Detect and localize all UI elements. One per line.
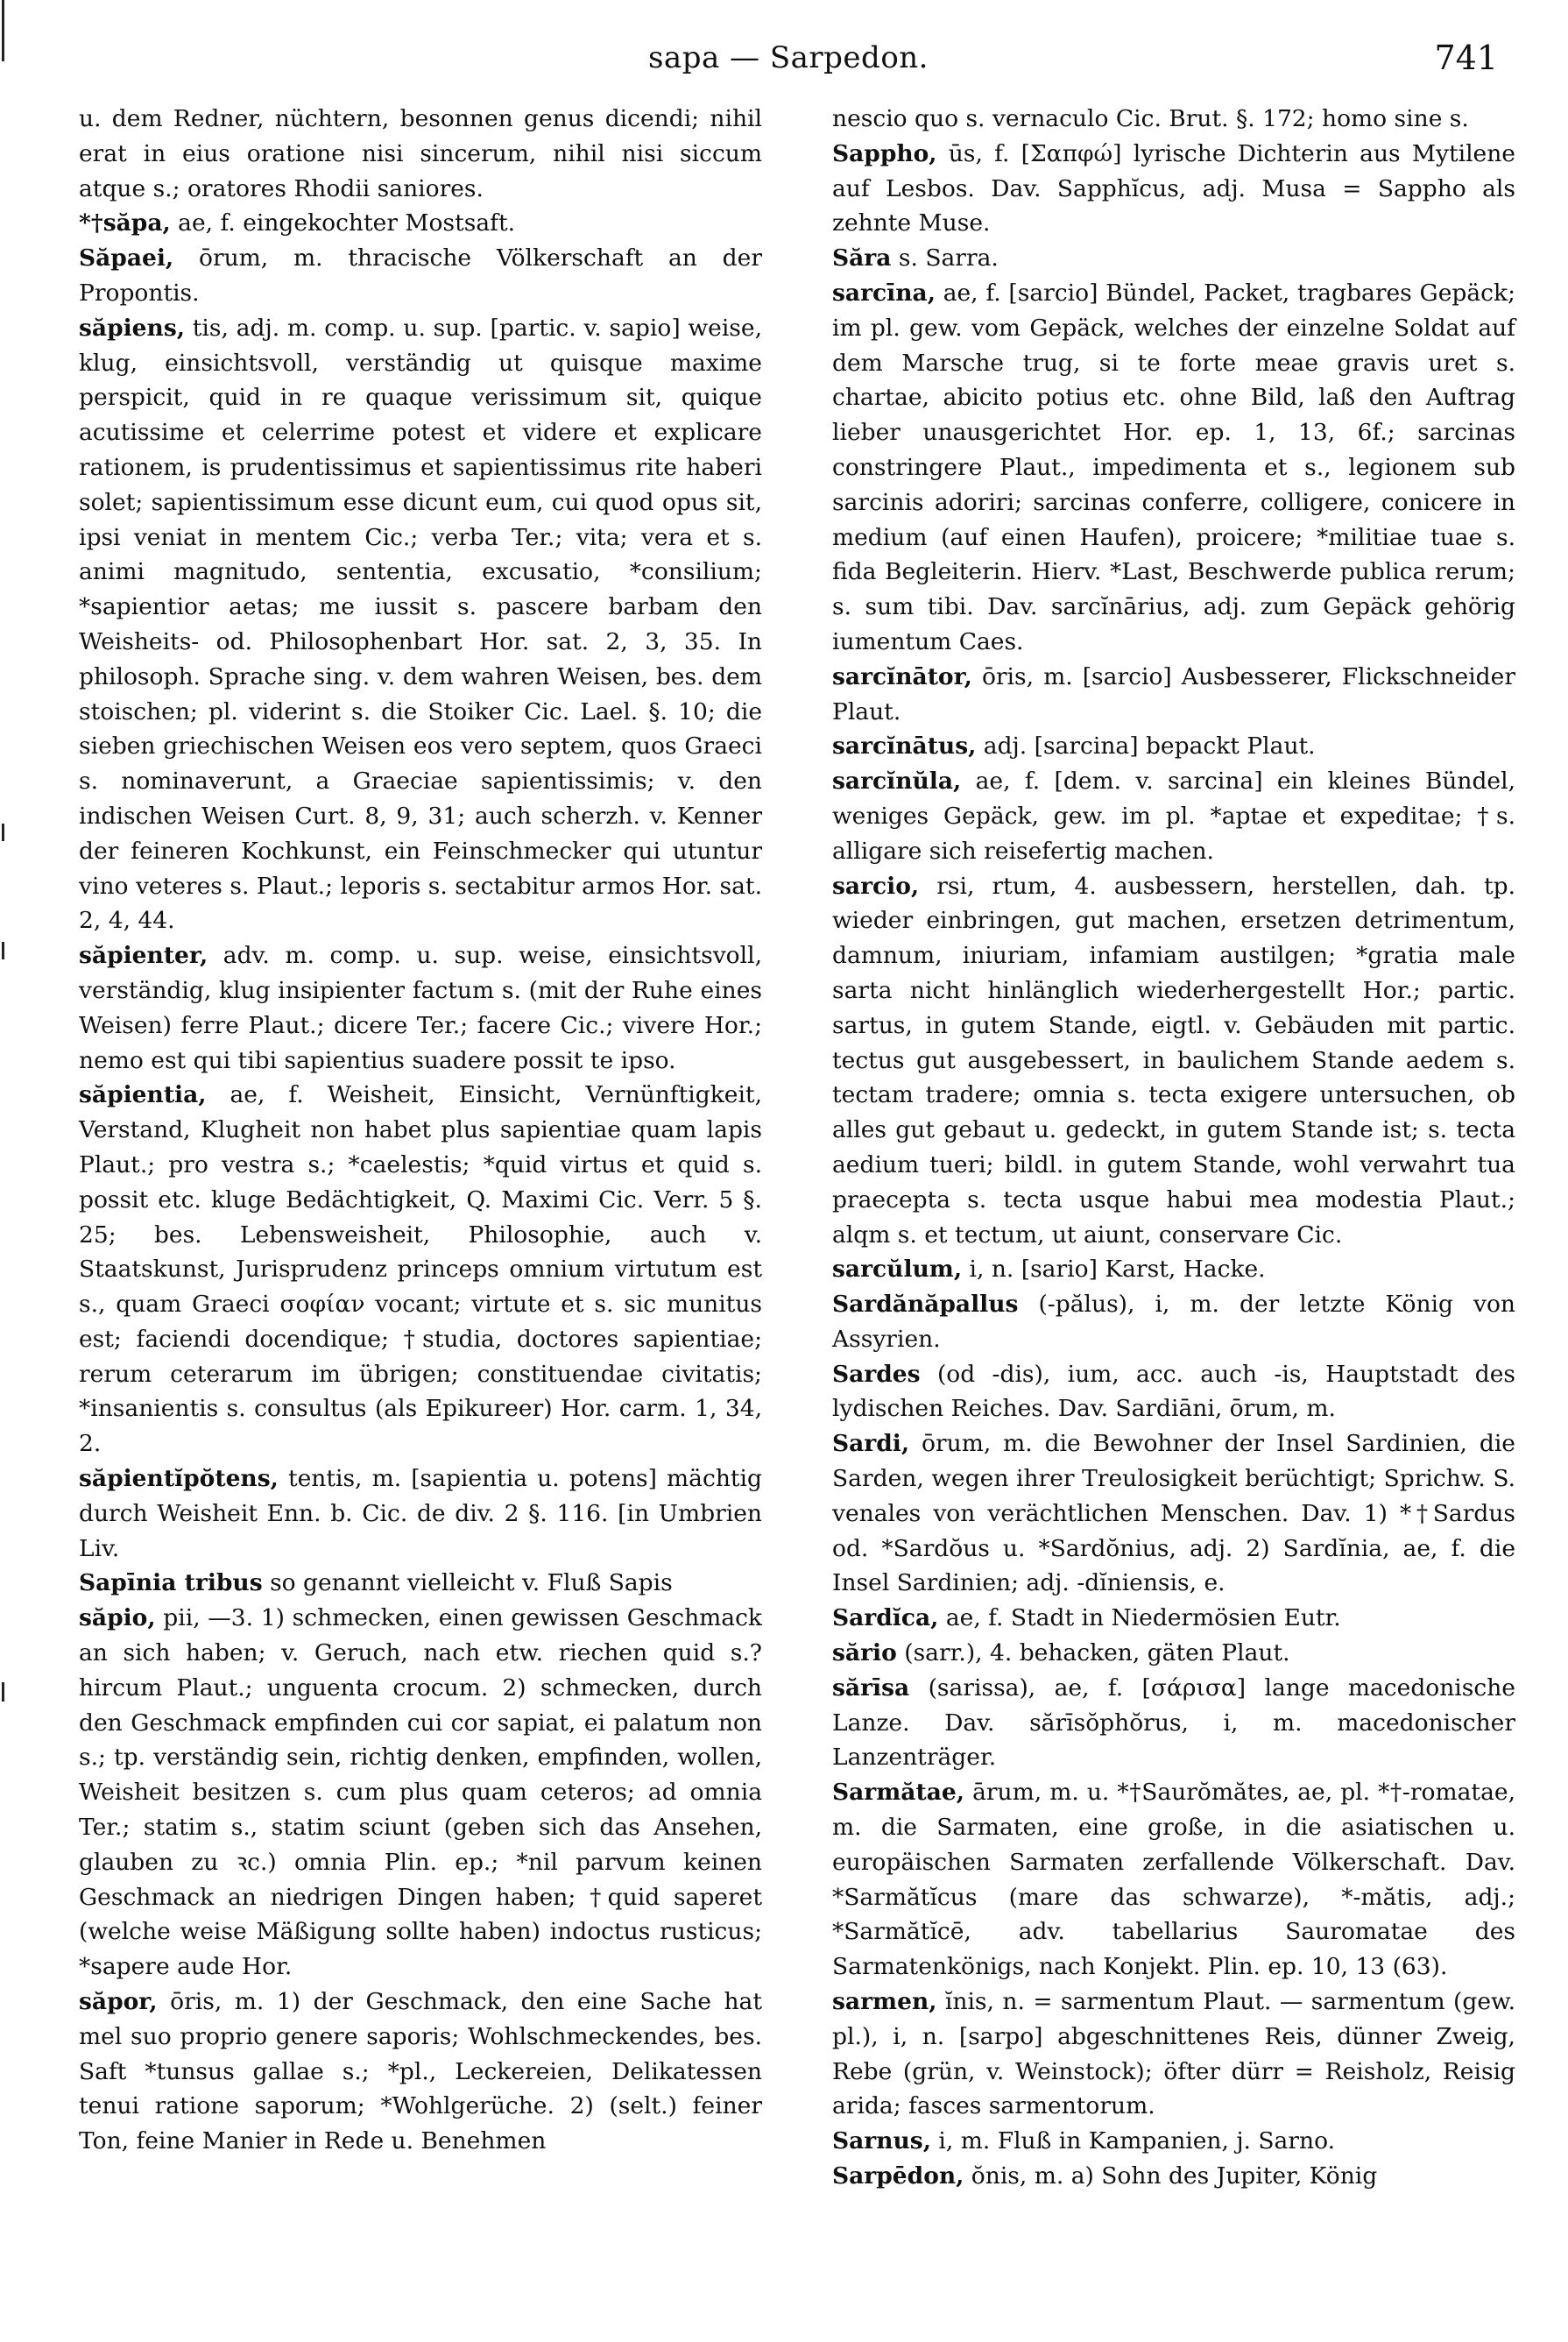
entry-text: (od -dis), ium, acc. auch -is, Hauptstadt des lydischen Reiches. Dav. Sardiāni, ōrum, m. [832,1360,1515,1423]
entry-headword: Sarnus, [832,2127,931,2155]
entry-text: pii, —3. 1) schmecken, einen gewissen Geschmack an sich haben; v. Geruch, nach etw. riechen quid s.? hircum Plaut.; unguenta crocum. 2) schmecken, durch den Geschmack empfinden cui cor sapiat, ei palatum non s.; tp. verständig sein, richtig denken, empfinden, wollen, Weisheit besitzen s. cum plus quam ceteros; ad omnia Ter.; statim s., statim sciunt (geben sich das Ansehen, glauben zu ꝛc.) omnia Plin. ep.; *nil parvum keinen Geschmack an niedrigen Dingen haben; †quid saperet (welche weise Mäßigung sollte haben) indoctus rusticus; *sapere aude Hor. [79,1604,762,1981]
entry-text: ae, f. [dem. v. sarcina] ein kleines Bündel, weniges Gepäck, gew. im pl. *aptae et expeditae; †s. alligare sich reisefertig machen. [832,768,1515,865]
entry-text: (sarissa), ae, f. [σάρισα] lange macedonische Lanze. Dav. sărīsŏphŏrus, i, m. macedonischer Lanzenträger. [832,1673,1515,1772]
dictionary-entry [832,869,1515,1253]
page-header [79,33,1498,95]
entry-text: u. dem Redner, nüchtern, besonnen genus dicendi; nihil erat in eius oratione nisi sincerum, nihil nisi siccum atque s.; oratores Rhodii saniores. [79,105,762,202]
dictionary-entry [79,311,762,938]
page-number: 741 [1434,39,1498,77]
dictionary-entry [79,241,762,311]
dictionary-entry [832,729,1515,764]
entry-headword: Sardĭca, [832,1604,939,1632]
dictionary-entry [832,137,1515,241]
entry-text: ōris, m. [sarcio] Ausbesserer, Flickschneider Plaut. [832,662,1515,725]
entry-headword: Săra [832,244,892,272]
dictionary-entry [832,1426,1515,1601]
dictionary-entry [832,2124,1515,2159]
dictionary-entry [79,206,762,241]
entry-text: ae, f. Stadt in Niedermösien Eutr. [945,1604,1341,1632]
entry-headword: săpor, [79,1988,158,2016]
entry-text: nescio quo s. vernaculo Cic. Brut. §. 172; homo sine s. [832,105,1469,132]
entry-headword: Sapīnia tribus [79,1569,263,1597]
dictionary-entry [79,1078,762,1461]
entry-headword: sărio [832,1639,897,1667]
entry-headword: sarcīna, [832,279,936,307]
entry-headword: sarcĭnŭla, [832,768,962,796]
dictionary-entry [79,102,762,206]
entry-text: i, n. [sario] Karst, Hacke. [969,1256,1266,1284]
dictionary-entry [832,1775,1515,1985]
dictionary-entry [79,938,762,1078]
dictionary-entry [832,660,1515,730]
dictionary-entry [832,2159,1515,2194]
entry-text: ŏnis, m. a) Sohn des Jupiter, König [971,2162,1378,2190]
entry-headword: sarcĭnātor, [832,662,972,690]
entry-headword: Sarpēdon, [832,2162,964,2190]
entry-headword: săpienter, [79,942,208,970]
entry-text: ae, f. Weisheit, Einsicht, Vernünftigkeit, Verstand, Klugheit non habet plus sapientiae quam lapis Plaut.; pro vestra s.; *caelestis; *quid virtus et quid s. possit etc. kluge Bedächtigkeit, Q. Maximi Cic. Verr. 5 §. 25; bes. Lebensweisheit, Philosophie, auch v. Staatskunst, Jurisprudenz princeps omnium virtutum est s., quam Graeci σοφίαν vocant; virtute et s. sic munitus est; faciendi docendique; †studia, doctores sapientiae; rerum ceterarum im übrigen; constituendae civitatis; *insanientis s. consultus (als Epikureer) Hor. carm. 1, 34, 2. [79,1081,762,1458]
entry-text: ārum, m. u. *†Saurŏmătes, ae, pl. *†-romatae, m. die Sarmaten, eine große, in die asiatischen u. europäischen Sarmaten zerfallende Völkerschaft. Dav. *Sarmătĭcus (mare das schwarze), *-mătis, adj.; *Sarmătĭcē, adv. tabellarius Sauromatae des Sarmatenkönigs, nach Konjekt. Plin. ep. 10, 13 (63). [832,1779,1515,1981]
entry-text: (sarr.), 4. behacken, gäten Plaut. [904,1639,1290,1667]
entry-headword: *†săpa, [79,209,171,237]
entry-text: ōrum, m. thracische Völkerschaft an der Propontis. [79,244,762,307]
dictionary-entry [832,1636,1515,1671]
running-title: sapa — Sarpedon. [647,40,929,75]
entry-headword: Sardi, [832,1430,910,1458]
entry-headword: sarcio, [832,872,920,900]
dictionary-entry [832,102,1515,137]
entry-headword: Sarmătae, [832,1779,964,1807]
dictionary-entry [832,1601,1515,1636]
dictionary-entry [832,764,1515,868]
dictionary-entry [832,1985,1515,2124]
entry-text: ūs, f. [Σαπφώ] lyrische Dichterin aus Mytilene auf Lesbos. Dav. Sapphĭcus, adj. Musa = Sappho als zehnte Muse. [832,139,1515,237]
entry-headword: sărīsa [832,1673,910,1702]
entry-text: tis, adj. m. comp. u. sup. [partic. v. sapio] weise, klug, einsichtsvoll, verständig ut quisque maxime perspicit, quid in re quaque verissimum sit, quique acutissime et celerrime potest et videre et explicare rationem, is prudentissimus et sapientissimus rite haberi solet; sapientissimum esse dicunt eum, cui quod opus sit, ipsi veniat in mentem Cic.; verba Ter.; vita; vera et s. animi magnitudo, sententia, excusatio, *consilium; *sapientior aetas; me iussit s. pascere barbam den Weisheits- od. Philosophenbart Hor. sat. 2, 3, 35. In philosoph. Sprache sing. v. dem wahren Weisen, bes. dem stoischen; pl. viderint s. die Stoiker Cic. Lael. §. 10; die sieben griechischen Weisen eos vero septem, quos Graeci s. nominaverunt, a Graeciae sapientissimis; v. den indischen Weisen Curt. 8, 9, 31; auch scherzh. v. Kenner der feineren Kochkunst, ein Feinschmecker qui utuntur vino veteres s. Plaut.; leporis s. sectabitur armos Hor. sat. 2, 4, 44. [79,314,762,935]
entry-text: ae, f. eingekochter Mostsaft. [178,209,516,237]
entry-text: ae, f. [sarcio] Bündel, Packet, tragbares Gepäck; im pl. gew. vom Gepäck, welches der einzelne Soldat auf dem Marsche trug, si te forte meae gravis uret s. chartae, abicito potius etc. ohne Bild, laß den Auftrag lieber unausgerichtet Hor. ep. 1, 13, 6f.; sarcinas constringere Plaut., impedimenta et s., legionem sub sarcinis adoriri; sarcinas conferre, colligere, conicere in medium (auf einen Haufen), proicere; *militiae tuae s. fida Begleiterin. Hierv. *Last, Beschwerde publica rerum; s. sum tibi. Dav. sarcĭnārius, adj. zum Gepäck gehörig iumentum Caes. [832,279,1515,655]
dictionary-entry [832,1287,1515,1357]
page-edge-marks [0,0,11,2342]
left-column [79,102,762,2159]
entry-headword: Sardes [832,1360,921,1388]
entry-headword: Săpaei, [79,244,174,272]
entry-headword: Sardănăpallus [832,1291,1019,1319]
dictionary-entry [79,1566,762,1601]
dictionary-entry [832,241,1515,276]
dictionary-page [79,33,1515,2311]
entry-headword: săpientia, [79,1081,207,1109]
dictionary-entry [79,1461,762,1566]
entry-text: ōris, m. 1) der Geschmack, den eine Sache hat mel suo proprio genere saporis; Wohlschmeckendes, bes. Saft *tunsus gallae s.; *pl., Leckereien, Delikatessen tenui ratione saporum; *Wohlgerüche. 2) (selt.) feiner Ton, feine Manier in Rede u. Benehmen [79,1988,762,2155]
dictionary-entry [79,1601,762,1985]
entry-text: ĭnis, n. = sarmentum Plaut. — sarmentum (gew. pl.), i, n. [sarpo] abgeschnittenes Reis, dünner Zweig, Rebe (grün, v. Weinstock); öfter dürr = Reisholz, Reisig arida; fasces sarmentorum. [832,1988,1515,2120]
entry-text: (-pălus), i, m. der letzte König von Assyrien. [832,1291,1515,1353]
dictionary-entry [79,1985,762,2159]
dictionary-entry [832,1357,1515,1427]
entry-text: i, m. Fluß in Kampanien, j. Sarno. [938,2127,1335,2155]
dictionary-entry [832,276,1515,660]
entry-headword: săpio, [79,1604,156,1632]
entry-headword: săpiens, [79,314,185,342]
right-column [832,102,1515,2194]
dictionary-entry [832,1671,1515,1775]
entry-text: s. Sarra. [898,244,999,272]
entry-text: adv. m. comp. u. sup. weise, einsichtsvoll, verständig, klug insipienter factum s. (mit der Ruhe eines Weisen) ferre Plaut.; dicere Ter.; facere Cic.; vivere Hor.; nemo est qui tibi sapientius suadere possit te ipso. [79,942,762,1074]
entry-text: so genannt vielleicht v. Fluß Sapis [270,1569,673,1597]
entry-text: ōrum, m. die Bewohner der Insel Sardinien, die Sarden, wegen ihrer Treulosigkeit berüchtigt; Sprichw. S. venales von verächtlichen Menschen. Dav. 1) *†Sardus od. *Sardŏus u. *Sardŏnius, adj. 2) Sardĭnia, ae, f. die Insel Sardinien; adj. -dĭniensis, e. [832,1430,1515,1597]
entry-text: tentis, m. [sapientia u. potens] mächtig durch Weisheit Enn. b. Cic. de div. 2 §. 116. [in Umbrien Liv. [79,1465,762,1562]
dictionary-entry [832,1252,1515,1287]
entry-headword: Sappho, [832,139,937,167]
entry-headword: sarcŭlum, [832,1256,963,1284]
entry-headword: săpientĭpŏtens, [79,1465,279,1493]
entry-text: rsi, rtum, 4. ausbessern, herstellen, dah. tp. wieder einbringen, gut machen, ersetzen detrimentum, damnum, iniuriam, infamiam austilgen; *gratia male sarta nicht hinlänglich wiederhergestellt Hor.; partic. sartus, in gutem Stande, eigtl. v. Gebäuden mit partic. tectus gut ausgebessert, in baulichem Stande aedem s. tectam tradere; omnia s. tecta exigere untersuchen, ob alles gut gebaut u. gedeckt, in gutem Stande ist; s. tecta aedium tueri; bildl. in gutem Stande, wohl verwahrt tua praecepta s. tecta usque habui mea modestia Plaut.; alqm s. et tectum, ut aiunt, conservare Cic. [832,872,1515,1249]
entry-headword: sarcĭnātus, [832,732,977,761]
entry-headword: sarmen, [832,1988,937,2016]
entry-text: adj. [sarcina] bepackt Plaut. [983,732,1316,761]
